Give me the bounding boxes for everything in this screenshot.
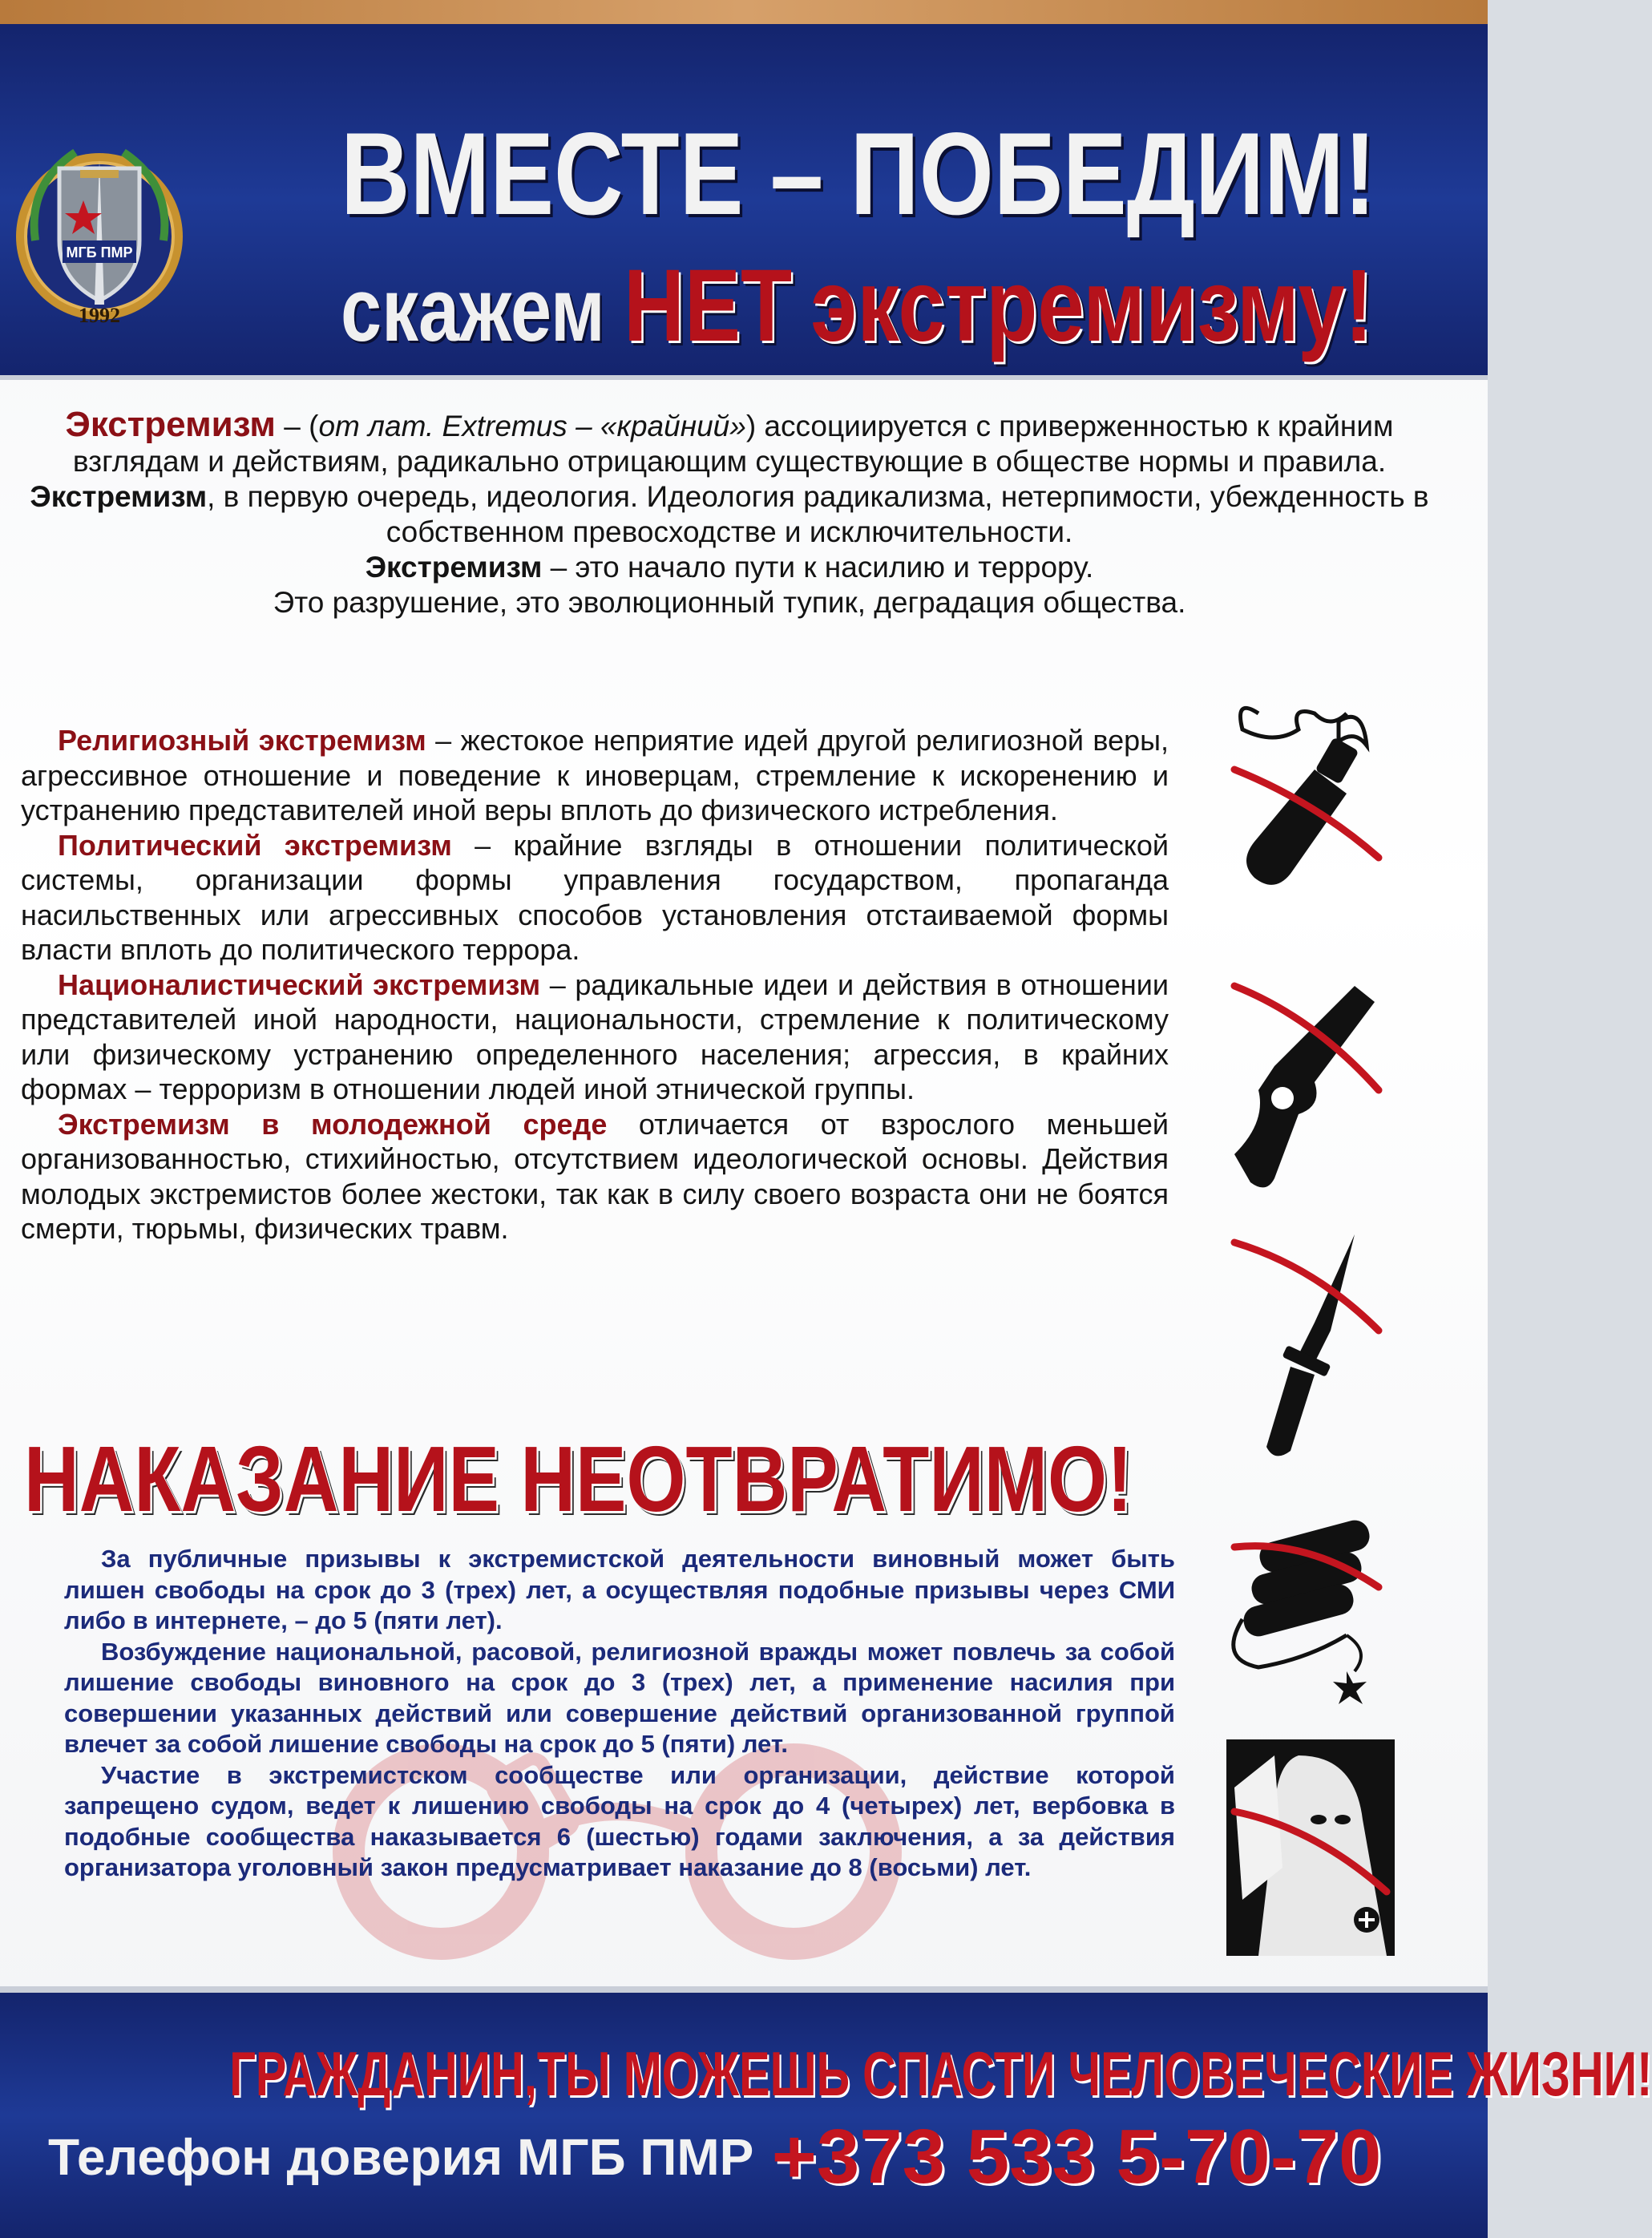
- header-banner: [0, 24, 1488, 380]
- punishment-paragraph: За публичные призывы к экстремистской деятельности виновный может быть лишен свободы на срок до 3 (трех) лет, а осуществляя подобные призывы через СМИ либо в интернете, – до 5 (пяти лет).: [64, 1545, 1175, 1634]
- hooded-person-icon: [1226, 1739, 1395, 1956]
- intro-etymology: от лат. Extremus – «крайний»: [318, 410, 746, 442]
- revolver-icon: [1234, 986, 1379, 1187]
- type-text: – радикальные идеи и действия в отношении представителей иной народности, национальности, стремление к политическому или физическому устранению определенного населения; агрессия, в крайних формах – терроризм в отношении людей иной этнической группы.: [21, 968, 1169, 1105]
- type-text: – жестокое неприятие идей другой религиозной веры, агрессивное отношение и поведение к иноверцам, стремление к искоренению и устранению представителей иной веры вплоть до физического истребления.: [21, 724, 1169, 826]
- knife-icon: [1234, 1234, 1379, 1456]
- punishment-paragraph: Возбуждение национальной, расовой, религиозной вражды может повлечь за собой лишение свободы виновного на срок до 3 (трех) лет, а применение насилия при совершении указанных действий или совершение действий организованной группой влечет за собой лишение свободы на срок до 5 (пяти) лет.: [64, 1637, 1175, 1758]
- intro-p2-text: , в первую очередь, идеология. Идеология радикализма, нетерпимости, убежденность в собственном превосходстве и исключительности.: [207, 480, 1429, 548]
- emblem-text: МГБ ПМР: [66, 244, 133, 261]
- type-text: – крайние взгляды в отношении политической системы, организации формы управления государством, пропаганда насильственных или агрессивных способов установления отстаиваемой формы власти вплоть до политического террора.: [21, 828, 1169, 966]
- subtitle: [341, 248, 1373, 363]
- subtitle-part-1: скажем: [341, 260, 605, 360]
- intro-definition-text: ) ассоциируется с приверженностью к крайним взглядам и действиям, радикально отрицающим существующие в обществе нормы и правила.: [72, 410, 1394, 478]
- type-text: отличается от взрослого меньшей организованностью, стихийностью, отсутствием идеологической основы. Действия молодых экстремистов более жестоки, так как в силу своего возраста они не боятся смерти, тюрьмы, физических травм.: [21, 1107, 1169, 1245]
- intro-p4-text: Это разрушение, это эволюционный тупик, деградация общества.: [273, 586, 1186, 619]
- subtitle-part-2: НЕТ: [624, 248, 793, 363]
- intro-definition: [24, 407, 1435, 620]
- dynamite-icon: [1234, 1517, 1379, 1704]
- punishment-paragraph: Участие в экстремистском сообществе или организации, действие которой запрещено судом, ведет к лишению свободы на срок до 4 (четырех) лет, вербовка в подобные сообщества наказывается 6 (шестью) годами заключения, а за действия организатора уголовный закон предусматривает наказание до 8 (восьми) лет.: [64, 1760, 1175, 1881]
- type-religious: [21, 723, 1169, 828]
- type-heading: Экстремизм в молодежной среде: [58, 1107, 608, 1141]
- intro-p3-term: Экстремизм: [365, 551, 543, 584]
- intro-etymology-dash: – (: [275, 410, 319, 442]
- intro-p3-text: – это начало пути к насилию и террору.: [542, 551, 1094, 584]
- hotline-label: Телефон доверия МГБ ПМР: [48, 2128, 754, 2186]
- hotline-number: +373 533 5-70-70: [771, 2114, 1382, 2200]
- prohibited-items-icons: [1226, 697, 1395, 1964]
- molotov-cocktail-icon: [1234, 708, 1379, 885]
- mgb-emblem-icon: [11, 120, 188, 353]
- footer-slogan: ГРАЖДАНИН,ТЫ МОЖЕШЬ СПАСТИ ЧЕЛОВЕЧЕСКИЕ ЖИЗНИ!: [229, 2038, 1652, 2109]
- punishment-title: НАКАЗАНИЕ НЕОТВРАТИМО!: [24, 1427, 1133, 1531]
- type-youth: [21, 1107, 1169, 1246]
- type-nationalist: [21, 968, 1169, 1107]
- emblem-year: 1992: [79, 304, 120, 327]
- intro-term: Экстремизм: [65, 405, 276, 444]
- type-heading: Националистический экстремизм: [58, 968, 541, 1001]
- main-title: ВМЕСТЕ – ПОБЕДИМ!: [341, 108, 1376, 239]
- punishment-text: [64, 1544, 1175, 1884]
- intro-p2-term: Экстремизм: [30, 480, 208, 513]
- top-border-strip: [0, 0, 1488, 24]
- extremism-types: [21, 723, 1169, 1246]
- type-political: [21, 828, 1169, 968]
- footer-banner: [0, 1986, 1652, 2238]
- type-heading: Политический экстремизм: [58, 828, 452, 862]
- type-heading: Религиозный экстремизм: [58, 724, 426, 757]
- hotline-row: [48, 2113, 1443, 2201]
- subtitle-part-3: экстремизму!: [810, 248, 1373, 363]
